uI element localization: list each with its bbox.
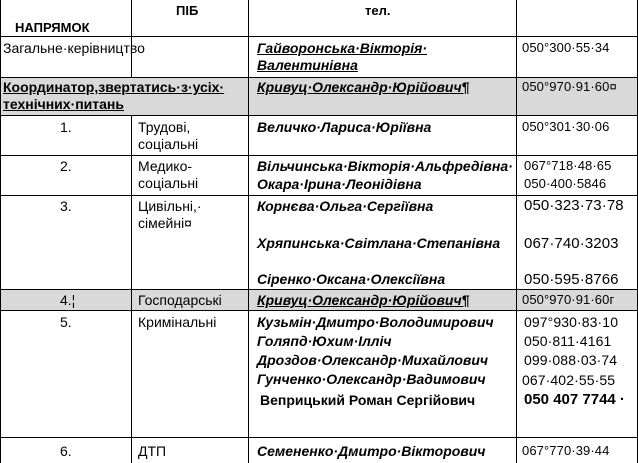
- row-direction: Цивільні,·: [138, 198, 202, 214]
- table-border: [0, 77, 638, 78]
- row-number: 2.: [60, 158, 72, 174]
- table-border: [0, 155, 638, 156]
- row-number: 4.¦: [60, 292, 76, 308]
- row-number: 3.: [60, 198, 72, 214]
- row-name: Голяпд·Юхим·Ілліч: [257, 333, 392, 349]
- header-phone: тел.: [365, 3, 391, 18]
- row-phone: 050°970·91·60г: [522, 292, 615, 307]
- row-name: Вільчинська·Вікторія·Альфредівна·: [257, 158, 513, 174]
- row-name: Дроздов·Олександр·Михайлович: [257, 352, 489, 368]
- row-name: Веприцький Роман Сергійович: [260, 392, 476, 408]
- row-direction: соціальні: [138, 136, 199, 152]
- header-direction: НАПРЯМОК: [15, 20, 90, 35]
- row-name: Хряпинська·Світлана·Степанівна: [257, 235, 501, 251]
- row-phone: 050·400·5846: [524, 176, 607, 191]
- row-direction: ДТП: [138, 443, 167, 459]
- row-phone: 050·811·4161: [524, 333, 612, 349]
- row-direction: Кримінальні: [138, 314, 217, 330]
- row-name: Сіренко·Оксана·Олексіївна: [257, 271, 446, 287]
- row-direction: Трудові,: [138, 119, 191, 135]
- row-name: Кривуц·Олександр·Юрійович¶: [257, 292, 470, 308]
- row-direction: технічних·питань: [3, 96, 124, 112]
- row-direction: Медико-: [138, 158, 193, 174]
- table-border: [131, 0, 132, 77]
- row-phone: 099·088·03·74: [524, 352, 618, 368]
- row-phone: 050·323·73·78: [524, 197, 624, 214]
- row-direction: Координатор,звертатись·з·усіх·: [3, 79, 225, 95]
- row-number: 1.: [60, 119, 72, 135]
- row-direction: сімейні¤: [138, 215, 192, 231]
- table-border: [516, 0, 517, 463]
- row-name: Семененко·Дмитро·Вікторович: [257, 443, 486, 459]
- row-phone: 050°300·55·34: [522, 40, 610, 55]
- table-border: [0, 289, 638, 290]
- table-border: [0, 0, 1, 463]
- table-border: [0, 310, 638, 311]
- row-name: Валентинівна: [257, 57, 358, 73]
- row-direction: соціальні: [138, 175, 199, 191]
- row-phone: 067°718·48·65: [524, 158, 612, 173]
- row-number: 5.: [60, 314, 72, 330]
- row-phone: 097°930·83·10: [524, 314, 619, 330]
- row-number: 6.: [60, 443, 72, 459]
- row-name: Гайворонська·Вікторія·: [257, 40, 428, 56]
- row-phone: 050 407 7744 ·: [524, 391, 625, 408]
- row-direction: Загальне·керівництво: [3, 40, 145, 56]
- row-name: Гунченко·Олександр·Вадимович: [257, 371, 486, 387]
- row-phone: 067·402·55·55: [522, 372, 616, 388]
- table-border: [248, 0, 249, 463]
- row-phone: 050·595·8766: [524, 271, 619, 288]
- row-phone: 050°970·91·60¤: [522, 79, 617, 94]
- row-name: Величко·Лариса·Юріївна: [257, 119, 432, 135]
- row-direction: Господарські: [138, 292, 222, 308]
- table-border: [0, 437, 638, 438]
- row-phone: 067°770·39·44: [522, 443, 610, 458]
- row-name: Кузьмін·Дмитро·Володимирович: [257, 314, 494, 330]
- header-pib: ПІБ: [176, 3, 199, 18]
- row-name: Кривуц·Олександр·Юрійович¶: [257, 79, 470, 95]
- table-border: [0, 36, 638, 37]
- row-phone: 067·740·3203: [524, 235, 619, 252]
- table-border: [0, 115, 638, 116]
- row-name: Корнєва·Ольга·Сергіївна: [257, 198, 434, 214]
- table-border: [0, 195, 638, 196]
- row-phone: 050°301·30·06: [522, 119, 610, 134]
- row-name: Окара·Ірина·Леонідівна: [257, 176, 422, 192]
